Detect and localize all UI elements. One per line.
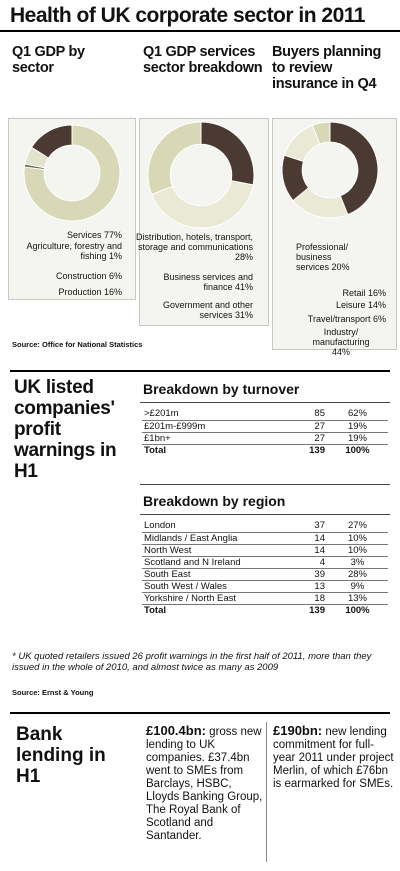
region-percent-cell: 27% — [327, 520, 388, 532]
region-percent-cell: 100% — [345, 604, 370, 616]
turnover-label-cell: £1bn+ — [142, 432, 294, 444]
gdp-sector-donut — [22, 123, 122, 223]
region-count-cell: 37 — [294, 520, 327, 532]
label-government: Government and other services 31% — [162, 300, 253, 320]
region-percent-cell: 3% — [327, 556, 388, 568]
chart3-title: Buyers planning to review insurance in Q4 — [272, 44, 382, 92]
bank-heading: Bank lending in H1 — [16, 724, 106, 787]
turnover-count-cell: 27 — [294, 420, 327, 432]
region-percent-cell: 10% — [327, 544, 388, 556]
turnover-table — [142, 408, 388, 456]
turnover-row — [142, 420, 388, 432]
region-label-cell: Midlands / East Anglia — [142, 532, 294, 544]
region-total-row — [142, 604, 388, 616]
turnover-count-cell: 139 — [309, 444, 325, 456]
region-row — [142, 580, 388, 592]
region-percent-cell: 10% — [327, 532, 388, 544]
turnover-count-cell: 85 — [294, 408, 327, 420]
turnover-percent-cell: 19% — [327, 420, 388, 432]
donut1-slice-distribution-hotels-transport-storage-and-communications — [201, 122, 254, 185]
title-rule — [0, 30, 400, 32]
turnover-count-cell: 27 — [294, 432, 327, 444]
region-percent-cell: 9% — [327, 580, 388, 592]
services-breakdown-donut — [146, 120, 256, 230]
label-leisure: Leisure 14% — [335, 300, 386, 310]
chart1-title: Q1 GDP by sector — [12, 44, 85, 76]
source-ey: Source: Ernst & Young — [12, 688, 94, 697]
donut1-slice-government-and-other-services — [148, 122, 201, 195]
region-rule — [140, 514, 390, 515]
region-row — [142, 532, 388, 544]
chart2-title: Q1 GDP services sector breakdown — [143, 44, 263, 76]
label-travel: Travel/transport 6% — [307, 314, 386, 324]
bank-col-1-figure: £100.4bn: — [146, 723, 206, 738]
insurance-donut — [280, 120, 380, 220]
label-professional: Professional/ business services 20% — [296, 242, 350, 272]
region-row — [142, 556, 388, 568]
bank-col-2 — [273, 724, 395, 791]
label-distribution: Distribution, hotels, transport, storage and communications 28% — [135, 232, 253, 262]
page-title: Health of UK corporate sector in 2011 — [10, 4, 365, 27]
footnote: * UK quoted retailers issued 26 profit warnings in the first half of 2011, more than they issued in the whole of 2010, and almost twice as many as 2009 — [12, 651, 372, 673]
turnover-label-cell: £201m-£999m — [142, 420, 294, 432]
region-table — [142, 520, 388, 616]
region-label-cell: North West — [142, 544, 294, 556]
section-rule-2 — [10, 712, 390, 714]
region-count-cell: 13 — [294, 580, 327, 592]
turnover-row — [142, 432, 388, 444]
region-title: Breakdown by region — [143, 493, 286, 509]
label-retail: Retail 16% — [342, 288, 386, 298]
region-row — [142, 568, 388, 580]
label-production: Production 16% — [58, 287, 122, 297]
region-count-cell: 18 — [294, 592, 327, 604]
label-services: Services 77% — [66, 230, 122, 240]
label-industry: Industry/ manufacturing 44% — [312, 327, 370, 357]
bank-col-1 — [146, 724, 266, 843]
bank-col-2-text: new lending commitment for full-year 2011 under project Merlin, of which £76bn is earmarked for SMEs. — [273, 726, 394, 790]
region-top-rule — [140, 484, 390, 485]
region-label-cell: Scotland and N Ireland — [142, 556, 294, 568]
region-count-cell: 14 — [294, 544, 327, 556]
turnover-row — [142, 408, 388, 420]
turnover-percent-cell: 62% — [327, 408, 388, 420]
bank-col-2-figure: £190bn: — [273, 723, 323, 738]
region-row — [142, 520, 388, 532]
region-row — [142, 544, 388, 556]
region-count-cell: 139 — [309, 604, 325, 616]
bank-divider — [266, 722, 267, 862]
region-percent-cell: 13% — [327, 592, 388, 604]
region-label-cell: London — [142, 520, 294, 532]
region-label-cell: Yorkshire / North East — [142, 592, 294, 604]
turnover-label-cell: Total — [144, 444, 166, 456]
region-row — [142, 592, 388, 604]
region-label-cell: Total — [144, 604, 166, 616]
turnover-rule — [140, 402, 390, 403]
bank-col-1-text: gross new lending to UK companies. £37.4bn went to SMEs from Barclays, HSBC, Lloyds Banking Group, The Royal Bank of Scotland and Santander. — [146, 726, 263, 842]
warnings-heading: UK listed companies' profit warnings in H1 — [14, 377, 117, 482]
turnover-title: Breakdown by turnover — [143, 381, 300, 397]
region-percent-cell: 28% — [327, 568, 388, 580]
region-count-cell: 14 — [294, 532, 327, 544]
turnover-label-cell: >£201m — [142, 408, 294, 420]
label-business-finance: Business services and finance 41% — [163, 272, 253, 292]
turnover-total-row — [142, 444, 388, 456]
region-count-cell: 39 — [294, 568, 327, 580]
turnover-percent-cell: 19% — [327, 432, 388, 444]
region-count-cell: 4 — [294, 556, 327, 568]
label-construction: Construction 6% — [55, 271, 122, 281]
region-label-cell: South East — [142, 568, 294, 580]
section-rule-1 — [10, 370, 390, 372]
source-ons: Source: Office for National Statistics — [12, 340, 143, 349]
label-agriculture: Agriculture, forestry and fishing 1% — [26, 241, 122, 261]
turnover-percent-cell: 100% — [345, 444, 370, 456]
region-label-cell: South West / Wales — [142, 580, 294, 592]
